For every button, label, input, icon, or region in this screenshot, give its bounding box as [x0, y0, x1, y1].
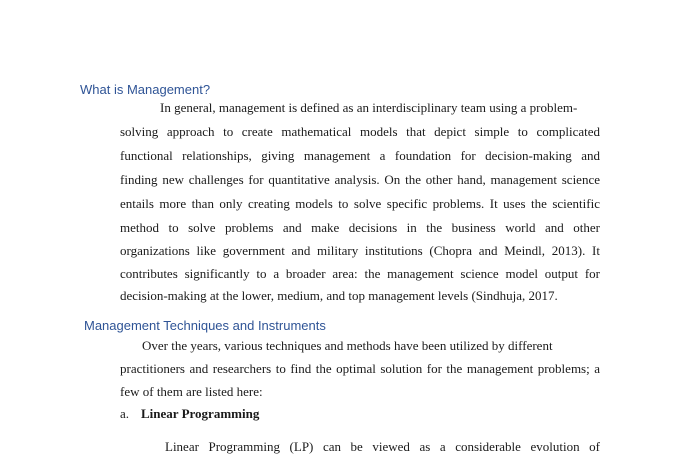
paragraph-line: organizations like government and military institutions (Chopra and Meindl, 2013). It [120, 243, 600, 258]
paragraph-line: method to solve problems and make decisions in the business world and other [120, 220, 600, 235]
paragraph-line: decision-making at the lower, medium, and top management levels (Sindhuja, 2017. [120, 288, 558, 303]
section-heading-management-techniques: Management Techniques and Instruments [84, 318, 326, 333]
paragraph-line: functional relationships, giving management a foundation for decision-making and [120, 148, 600, 163]
section-heading-what-is-management: What is Management? [80, 82, 211, 97]
paragraph-line: entails more than only creating models to solve specific problems. It uses the scientific [120, 196, 600, 211]
paragraph-line: finding new challenges for quantitative analysis. On the other hand, management science [120, 172, 600, 187]
paragraph-line: Over the years, various techniques and methods have been utilized by different [142, 338, 553, 353]
paragraph-line: contributes significantly to a broader area: the management science model output for [120, 266, 600, 281]
list-item-title: Linear Programming [141, 406, 260, 421]
list-marker: a. [120, 406, 130, 421]
paragraph-line: Linear Programming (LP) can be viewed as a considerable evolution of [165, 439, 600, 454]
paragraph-line: few of them are listed here: [120, 384, 263, 399]
paragraph-line: In general, management is defined as an interdisciplinary team using a problem- [160, 100, 578, 115]
paragraph-line: practitioners and researchers to find the optimal solution for the management problems; a [120, 361, 600, 376]
paragraph-line: solving approach to create mathematical models that depict simple to complicated [120, 124, 600, 139]
